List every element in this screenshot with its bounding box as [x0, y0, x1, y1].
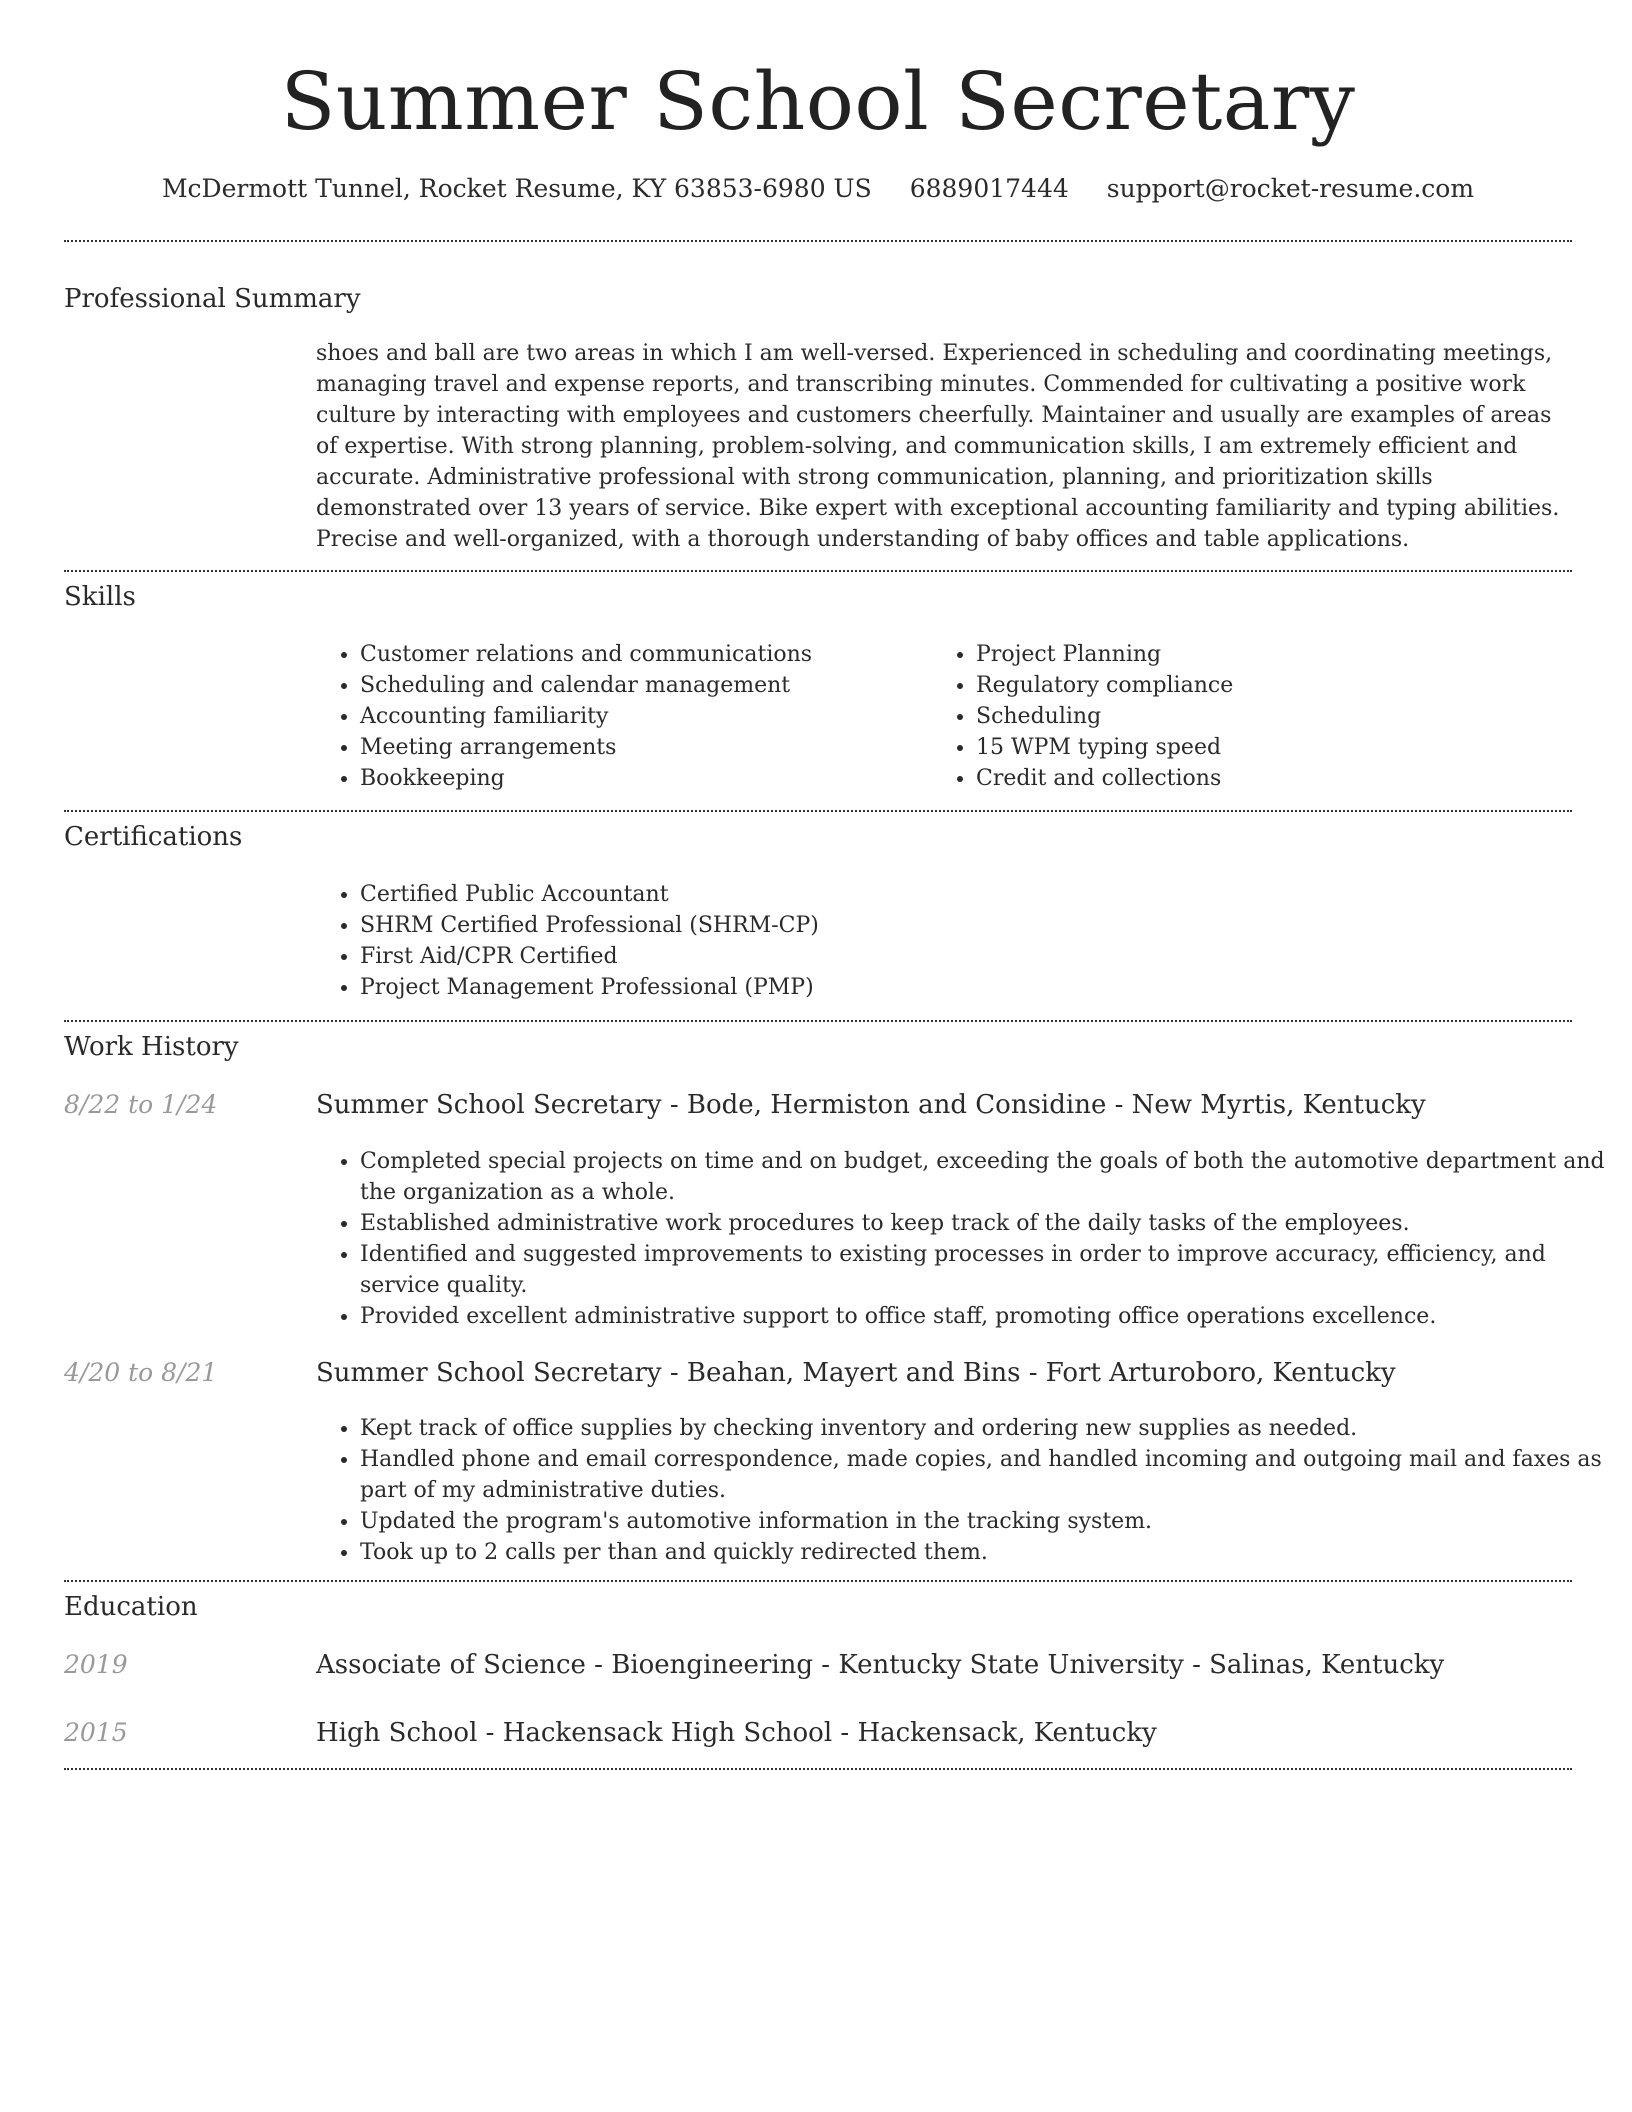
list-item: • Scheduling and calendar management	[360, 670, 920, 701]
list-item: • Took up to 2 calls per than and quickly redirected them.	[360, 1537, 1616, 1568]
list-item: • Accounting familiarity	[360, 701, 920, 732]
list-item: • Handled phone and email correspondence, made copies, and handled incoming and outgoing mail and faxes as part of my administrative duties.	[360, 1444, 1616, 1506]
resume-name: Summer School Secretary	[280, 55, 1356, 148]
summary-text: shoes and ball are two areas in which I am well-versed. Experienced in scheduling and coordinating meetings, managing travel and expense reports, and transcribing minutes. Commended for cultivating a positive work culture by interacting with employees and customers cheerfully. Maintainer and usually are examples of areas of expertise. With strong planning, problem-solving, and communication skills, I am extremely efficient and accurate. Administrative professional with strong communication, planning, and prioritization skills demonstrated over 13 years of service. Bike expert with exceptional accounting familiarity and typing abilities. Precise and well-organized, with a thorough understanding of baby offices and table applications.	[316, 341, 1560, 552]
section-title-work-history: Work History	[64, 1032, 239, 1062]
job-bullets	[316, 1146, 1616, 1332]
divider	[64, 240, 1572, 242]
education-heading: Associate of Science - Bioengineering - Kentucky State University - Salinas, Kentucky	[316, 1650, 1445, 1680]
list-item: • 15 WPM typing speed	[976, 732, 1576, 763]
skills-list-left	[316, 639, 920, 794]
list-item: • Kept track of office supplies by checking inventory and ordering new supplies as needed.	[360, 1413, 1616, 1444]
divider	[64, 1580, 1572, 1582]
job-dates: 4/20 to 8/21	[64, 1358, 218, 1387]
education-year: 2015	[64, 1718, 128, 1747]
list-item: • First Aid/CPR Certified	[360, 941, 1560, 972]
list-item: • Scheduling	[976, 701, 1576, 732]
section-title-summary: Professional Summary	[64, 284, 361, 314]
divider	[64, 570, 1572, 572]
job-heading: Summer School Secretary - Beahan, Mayert and Bins - Fort Arturoboro, Kentucky	[316, 1358, 1396, 1388]
job-bullets	[316, 1413, 1616, 1568]
list-item: • Completed special projects on time and on budget, exceeding the goals of both the automotive department and the organization as a whole.	[360, 1146, 1616, 1208]
divider	[64, 1020, 1572, 1022]
list-item: • Certified Public Accountant	[360, 879, 1560, 910]
list-item: • Regulatory compliance	[976, 670, 1576, 701]
list-item: • Bookkeeping	[360, 763, 920, 794]
divider	[64, 810, 1572, 812]
certifications-list	[316, 879, 1560, 1003]
list-item: • Credit and collections	[976, 763, 1576, 794]
section-title-education: Education	[64, 1592, 198, 1622]
contact-email: support@rocket-resume.com	[1106, 174, 1475, 203]
list-item: • Established administrative work procedures to keep track of the daily tasks of the employees.	[360, 1208, 1616, 1239]
education-year: 2019	[64, 1650, 128, 1679]
education-heading: High School - Hackensack High School - Hackensack, Kentucky	[316, 1718, 1157, 1748]
divider	[64, 1768, 1572, 1770]
job-heading: Summer School Secretary - Bode, Hermiston and Considine - New Myrtis, Kentucky	[316, 1090, 1426, 1120]
list-item: • Provided excellent administrative support to office staff, promoting office operations excellence.	[360, 1301, 1616, 1332]
list-item: • SHRM Certified Professional (SHRM-CP)	[360, 910, 1560, 941]
list-item: • Identified and suggested improvements to existing processes in order to improve accuracy, efficiency, and service quality.	[360, 1239, 1616, 1301]
list-item: • Project Planning	[976, 639, 1576, 670]
skills-list-right	[932, 639, 1576, 794]
contact-line	[64, 172, 1572, 206]
contact-phone: 6889017444	[909, 174, 1069, 203]
section-title-skills: Skills	[64, 582, 136, 612]
list-item: • Project Management Professional (PMP)	[360, 972, 1560, 1003]
resume-page	[64, 0, 1605, 1748]
section-title-certifications: Certifications	[64, 822, 243, 852]
contact-address: McDermott Tunnel, Rocket Resume, KY 63853-6980 US	[161, 174, 872, 203]
list-item: • Meeting arrangements	[360, 732, 920, 763]
list-item: • Customer relations and communications	[360, 639, 920, 670]
list-item: • Updated the program's automotive information in the tracking system.	[360, 1506, 1616, 1537]
job-dates: 8/22 to 1/24	[64, 1090, 218, 1119]
